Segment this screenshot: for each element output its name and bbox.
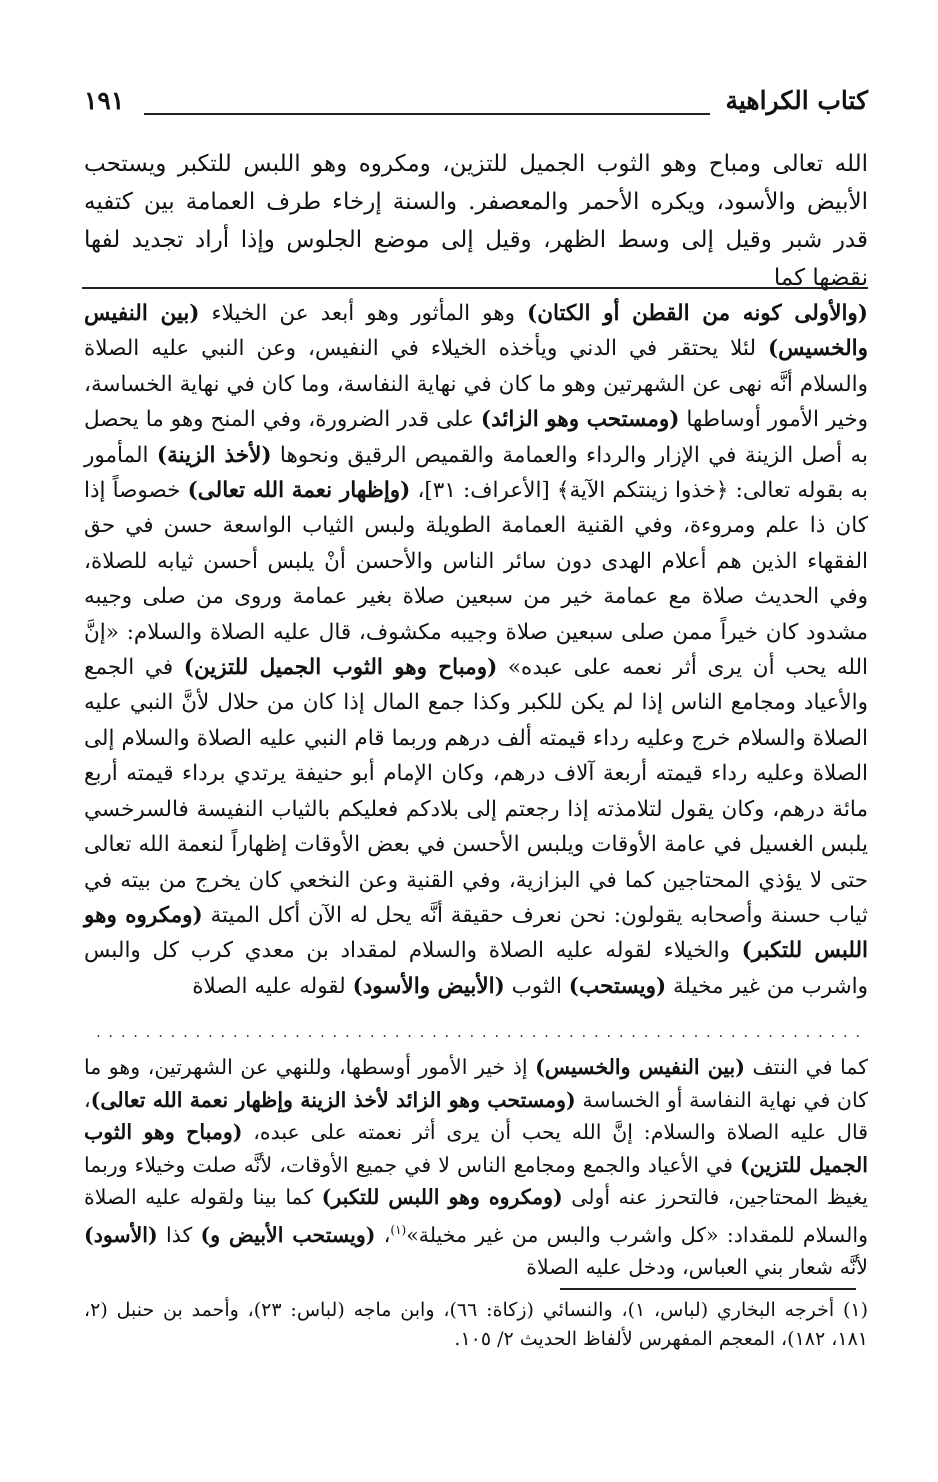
footnote-reference: (١) — [390, 1222, 407, 1237]
page-header — [84, 86, 868, 126]
commentary-text: خصوصاً إذا كان ذا علم ومروءة، وفي القنية العمامة الطويلة ولبس الثياب الواسعة حسن في حق الفقهاء الذين هم أعلام الهدى دون سائر الناس والأحسن أنْ يلبس أحسن ثيابه للصلاة، وفي الحديث صلاة مع عمامة خير من سبعين صلاة بغير عمامة وروى من صلى وجيبه مشدود كان خيراً ممن صلى سبعين صلاة وجيبه مكشوف، قال عليه الصلاة والسلام: «إنَّ الله يحب أن يرى أثر نعمه على عبده» — [84, 478, 868, 681]
commentary-text: المأمور به بقوله تعالى: ﴿خذوا زينتكم الآية﴾ [الأعراف: ٣١]، — [84, 442, 868, 504]
commentary-separator — [82, 287, 868, 289]
commentary-text: كما بينا ولقوله عليه الصلاة والسلام للمقداد: «كل واشرب والبس من غير مخيلة» — [84, 1185, 868, 1247]
commentary — [84, 296, 868, 1004]
commentary-text: في الجمع والأعياد ومجامع الناس إذا لم يكن للكبر وكذا جمع المال إذا كان من حلال لأنَّ النبي عليه الصلاة والسلام خرج وعليه رداء قيمته ألف درهم وربما قام النبي عليه الصلاة والسلام إلى الصلاة وعليه رداء قيمته أربعة آلاف درهم، وكان الإمام أبو حنيفة يرتدي برداء قيمته أربع مائة درهم، وكان يقول لتلامذته إذا رجعتم إلى بلادكم فعليكم بالثياب النفيسة فالسرخسي يلبس الغسيل في عامة الأوقات ويلبس الأحسن في بعض الأوقات إظهاراً لنعمة الله تعالى حتى لا يؤذي المحتاجين كما في البزازية، وفي القنية وعن النخعي كان يخرج من بيته في ثياب حسنة وأصحابه يقولون: نحن نعرف حقيقة أنَّه يحل له الآن أكل الميتة — [84, 655, 868, 928]
commentary-text: لقوله عليه الصلاة — [192, 973, 353, 999]
commentary-text: لأنَّه شعار بني العباس، ودخل عليه الصلاة — [526, 1255, 868, 1280]
quoted-text: (بين النفيس والخسيس) — [84, 301, 868, 362]
commentary-text: وهو المأثور وهو أبعد عن الخيلاء — [199, 301, 528, 326]
commentary-text: الثوب — [504, 973, 569, 999]
commentary-text: ، قال عليه الصلاة والسلام: إنَّ الله يحب أن يرى أثر نعمته على عبده، — [84, 1087, 868, 1145]
quoted-text: (ومكروه وهو اللبس للتكبر) — [84, 902, 868, 964]
quoted-text: (بين النفيس والخسيس) — [535, 1055, 745, 1079]
commentary-text: كذا — [157, 1222, 201, 1247]
quoted-text: (ومباح وهو الثوب الجميل للتزين) — [84, 1120, 868, 1177]
main-paragraph: الله تعالى ومباح وهو الثوب الجميل للتزين، ومكروه وهو اللبس للتكبر ويستحب الأبيض والأسود، ويكره الأحمر والمعصفر. والسنة إرخاء طرف العمامة بين كتفيه قدر شبر وقيل إلى وسط الظهر، وقيل إلى موضع الجلوس وإذا أراد تجديد لفها نقضها كما — [84, 151, 868, 291]
quoted-text: (والأولى كونه من القطن أو الكتان) — [527, 301, 868, 326]
dotted-separator: .............................................................. — [96, 1025, 868, 1041]
quoted-text: (ومستحب وهو الزائد لأخذ الزينة وإظهار نعمة الله تعالى) — [90, 1087, 576, 1112]
second-commentary — [84, 1051, 868, 1284]
commentary-text: على قدر الضرورة، وفي المنح وهو ما يحصل به أصل الزينة في الإزار والرداء والعمامة والقميص الرقيق ونحوها — [84, 407, 868, 468]
quoted-text: (الأبيض والأسود) — [352, 973, 505, 999]
commentary-text: كما في النتف — [744, 1055, 868, 1079]
quoted-text: (ومستحب وهو الزائد) — [480, 407, 680, 433]
footnotes — [84, 1296, 868, 1354]
quoted-text: (وإظهار نعمة الله تعالى) — [187, 478, 411, 504]
header-rule — [144, 113, 710, 115]
footnote-1: (١) أخرجه البخاري (لباس، ١)، والنسائي (زكاة: ٦٦)، وابن ماجه (لباس: ٢٣)، وأحمد بن حنبل (٢، ١٨١، ١٨٢)، المعجم المفهرس لألفاظ الحديث ٢/ ١٠٥. — [84, 1299, 868, 1350]
commentary-text: والخيلاء لقوله عليه الصلاة والسلام لمقداد بن معدي كرب كل والبس واشرب من غير مخيلة — [84, 938, 868, 999]
quoted-text: (الأسود) — [84, 1222, 158, 1247]
commentary-paragraph — [84, 296, 868, 1004]
commentary-text: في الأعياد والجمع ومجامع الناس لا في جميع الأوقات، لأنَّه صلت وخيلاء وربما يغيظ المحتاجين، فالتحرز عنه أولى — [84, 1152, 868, 1210]
quoted-text: (ومكروه وهو اللبس للتكبر) — [321, 1185, 563, 1210]
quoted-text: (ويستحب) — [568, 973, 667, 999]
quoted-text: (ويستحب الأبيض و) — [200, 1222, 376, 1247]
quoted-text: (ومباح وهو الثوب الجميل للتزين) — [183, 655, 498, 681]
commentary-text: ، — [375, 1222, 391, 1247]
commentary-text: إذ خير الأمور أوسطها، وللنهي عن الشهرتين، وهو ما كان في نهاية النفاسة أو الخساسة — [84, 1055, 868, 1112]
second-commentary-paragraph — [84, 1051, 868, 1284]
commentary-text: لئلا يحتقر في الدني ويأخذه الخيلاء في النفيس، وعن النبي عليه الصلاة والسلام أنَّه نهى عن الشهرتين وهو ما كان في نهاية النفاسة، وما كان في نهاية الخساسة، وخير الأمور أوساطها — [84, 336, 868, 433]
footnote-separator — [560, 1288, 856, 1290]
quoted-text: (لأخذ الزينة) — [156, 442, 272, 468]
chapter-title: كتاب الكراهية — [725, 86, 868, 115]
page-number: ١٩١ — [84, 86, 125, 115]
main-text — [84, 145, 868, 297]
